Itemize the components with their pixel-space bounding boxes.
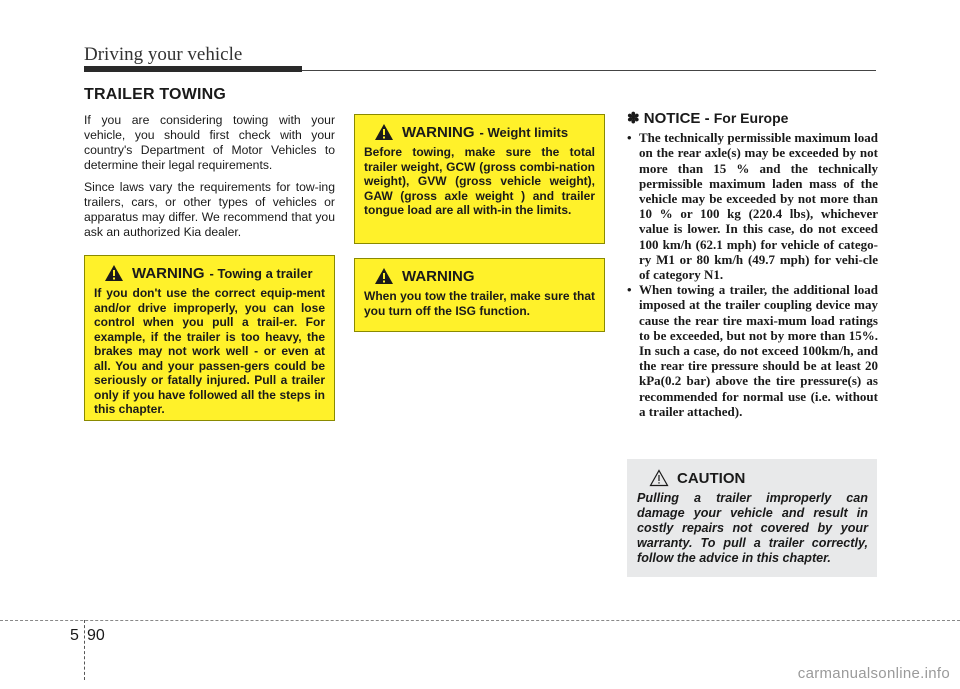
warning-heading bbox=[364, 267, 595, 285]
notice-region: For Europe bbox=[713, 110, 789, 126]
footer-rule bbox=[0, 620, 960, 621]
warning-towing-box bbox=[84, 255, 335, 421]
warning-isg-box bbox=[354, 258, 605, 332]
warning-subtitle: - Weight limits bbox=[479, 124, 569, 140]
footer-divider bbox=[84, 620, 85, 680]
warning-triangle-icon bbox=[374, 267, 394, 285]
warning-subtitle: - Towing a trailer bbox=[209, 265, 313, 281]
warning-word: WARNING bbox=[402, 123, 475, 141]
caution-word: CAUTION bbox=[677, 469, 746, 487]
caution-box bbox=[627, 459, 877, 577]
notice-prefix: ✽ NOTICE - bbox=[627, 110, 714, 127]
caution-body: Pulling a trailer improperly can damage your vehicle and result in costly repairs not covered by your warranty. To pull a trailer correctly, follow the advice in this chapter. bbox=[637, 491, 868, 565]
intro-paragraph: If you are considering towing with your vehicle, you should first check with your country's Department of Motor Vehicles to determine their legal requirements. bbox=[84, 113, 335, 172]
warning-word: WARNING bbox=[402, 267, 475, 285]
intro-paragraph: Since laws vary the requirements for tow-ing trailers, cars, or other types of vehicles or apparatus may differ. We recommend that you ask an authorized Kia dealer. bbox=[84, 180, 335, 239]
notice-heading bbox=[627, 111, 878, 126]
warning-word: WARNING bbox=[132, 264, 205, 282]
notice-list bbox=[627, 130, 878, 419]
caution-heading bbox=[649, 469, 868, 487]
notice-item: • When towing a trailer, the additional load imposed at the trailer coupling device may cause the rear tire maxi-mum load ratings to be exceeded, but not by more than 15%. In such a case, do not exceed 100km/h, and the rear tire pressure should be at least 20 kPa(0.2 bar) above the tire pressure(s) as recommended for normal use (i.e. without a trailer attached). bbox=[627, 282, 878, 419]
warning-body: Before towing, make sure the total trailer weight, GCW (gross combi-nation weight), GVW (gross vehicle weight), GAW (gross axle weight ) and trailer tongue load are all with-in the limits. bbox=[364, 145, 595, 217]
intro-text bbox=[84, 113, 335, 247]
page-number: 90 bbox=[87, 627, 105, 644]
section-title: TRAILER TOWING bbox=[84, 86, 227, 103]
notice-section bbox=[627, 111, 878, 419]
notice-item: • The technically permissible maximum load on the rear axle(s) may be exceeded by not more than 15 % and the technically permissible maximum laden mass of the vehicle may be exceeded by not more than 10 % or 100 kg (220.4 lbs), whichever value is lower. In this case, do not exceed 100 km/h (62.1 mph) for vehicle of catego-ry M1 or 80 km/h (49.7 mph) for vehi-cle of category N1. bbox=[627, 130, 878, 282]
warning-body: When you tow the trailer, make sure that you turn off the ISG function. bbox=[364, 289, 595, 318]
header-rule bbox=[302, 70, 876, 71]
watermark: carmanualsonline.info bbox=[797, 665, 950, 682]
warning-heading bbox=[94, 264, 325, 282]
chapter-number: 5 bbox=[70, 627, 79, 644]
caution-triangle-icon bbox=[649, 469, 669, 487]
warning-triangle-icon bbox=[104, 264, 124, 282]
warning-triangle-icon bbox=[374, 123, 394, 141]
header-title: Driving your vehicle bbox=[84, 44, 243, 65]
warning-body: If you don't use the correct equip-ment and/or drive improperly, you can lose control when you pull a trail-er. For example, if the trailer is too heavy, the brakes may not work well - or even at all. You and your passen-gers could be seriously or fatally injured. Pull a trailer only if you have followed all the steps in this chapter. bbox=[94, 286, 325, 416]
warning-heading bbox=[364, 123, 595, 141]
warning-weight-box bbox=[354, 114, 605, 244]
header-bar bbox=[84, 66, 302, 72]
